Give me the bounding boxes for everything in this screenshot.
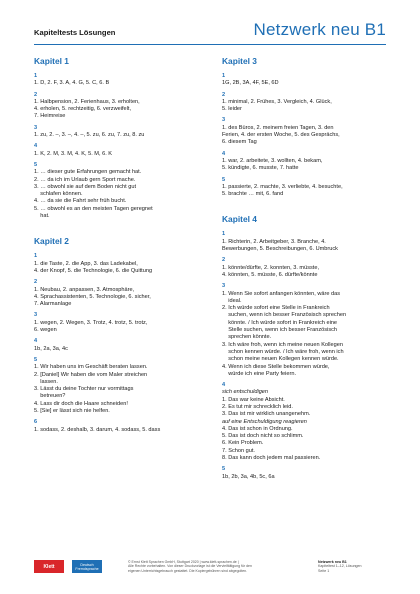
exercise-number: 3	[34, 124, 38, 131]
answer-line: 6. wegen	[34, 327, 57, 334]
answer-line: betreuen?	[34, 393, 66, 400]
answer-line: schon kennen würde. / Ich wäre froh, wenn ich	[222, 348, 344, 355]
answer-line: schlafen können.	[34, 191, 83, 198]
footer-info-line: Kapiteltest 1–12, Lösungen	[318, 564, 362, 569]
answer-line: ideal.	[222, 297, 242, 304]
exercise-number: 3	[222, 117, 226, 124]
answer-line: 1G, 2B, 3A, 4F, 5E, 6D	[222, 80, 279, 87]
answer-line: 3. Das ist mir wirklich unangenehm.	[222, 411, 311, 418]
answer-line: 1. zu, 2. –, 3. –, 4. –, 5. zu, 6. zu, 7. zu, 8. zu	[34, 132, 145, 139]
exercise-number: 1	[222, 73, 226, 79]
answer-line: 3. Ich wäre froh, wenn ich meine neuen Kollegen	[222, 341, 343, 348]
answer-line: 2. Ich würde sofort eine Stelle in Frankreich	[222, 305, 330, 312]
answer-line: 2. [Daniel] Wir haben die vom Maler streichen	[34, 371, 148, 378]
chapter-spacer	[34, 224, 202, 236]
answer-line: Bewerbungen, 5. Beschreibungen, 6. Umbruck	[222, 246, 338, 253]
exercise-number: 1	[34, 73, 38, 79]
answer-line: schon meine neuen Kollegen kennen würde.	[222, 356, 339, 363]
copyright-notice	[128, 560, 303, 573]
answer-line: könnte. / Ich würde sofort in Frankreich eine	[222, 319, 338, 326]
answer-line: 7. Heimreise	[34, 113, 66, 120]
chapter-heading: Kapitel 2	[34, 236, 69, 247]
answer-line: 1. K, 2. M, 3. M, 4. K, 5. M, 6. K	[34, 150, 113, 157]
exercise-number: 5	[34, 161, 38, 168]
exercise	[34, 312, 202, 334]
exercise	[222, 382, 392, 462]
footer-info-line: Seite 1	[318, 568, 330, 573]
answer-line: 5. Das ist doch nicht so schlimm.	[222, 433, 304, 440]
answer-line: suchen, wenn ich besser Französisch sprechen	[222, 312, 347, 319]
answer-line: 4. Sprachassistenten, 5. Technologie, 6. sicher,	[34, 293, 151, 300]
exercise-number: 5	[222, 176, 226, 183]
answer-line: 3. … obwohl sie auf dem Boden nicht gut	[34, 183, 136, 190]
answer-line: 1. … dieser gute Erfahrungen gemacht hat.	[34, 169, 142, 176]
answer-line: 1. des Büros, 2. meinem freien Tagen, 3. den	[222, 124, 334, 131]
answer-line: Ferien, 4. der ersten Woche, 5. des Gesprächs,	[222, 132, 340, 139]
answer-line: 4. Wenn ich diese Stelle bekommen würde,	[222, 363, 330, 370]
answer-line: 3. Lässt du deine Tochter nur vormittags	[34, 386, 134, 393]
answer-line: 5. … obwohl es an den meisten Tagen geregnet	[34, 205, 153, 212]
exercise-number: 2	[34, 279, 38, 286]
answer-line: 1. D, 2. F, 3. A, 4. G, 5. C, 6. B	[34, 80, 110, 87]
answer-line: 1b, 2b, 3a, 4b, 5c, 6a	[222, 473, 275, 480]
chapter-heading: Kapitel 1	[34, 56, 69, 66]
answer-line: 1. die Taste, 2. die App, 3. das Ladekabel,	[34, 260, 138, 267]
answer-line: 4. erholen, 5. rechtzeitig, 6. verzweifelt,	[34, 106, 132, 113]
right-column	[222, 56, 392, 485]
chapter-heading: Kapitel 3	[222, 56, 257, 66]
exercise-number: 3	[222, 283, 226, 290]
exercise	[34, 279, 202, 308]
document-title: Kapiteltests Lösungen	[34, 28, 116, 37]
exercise	[34, 92, 202, 121]
exercise	[34, 125, 202, 140]
exercise	[222, 92, 392, 114]
answer-line: 5. brachte … mit, 6. fand	[222, 191, 284, 198]
exercise	[222, 231, 392, 253]
answer-line: 1. Wenn Sie sofort anfangen könnten, wäre das	[222, 290, 341, 297]
answer-line: sprechen könnte.	[222, 334, 272, 341]
answer-line: 1b, 2a, 3a, 4c	[34, 345, 68, 352]
answer-line: lassen.	[34, 378, 58, 385]
answer-line: 1. Neubau, 2. anpassen, 3. Atmosphäre,	[34, 286, 135, 293]
answer-line: 6. diesem Tag	[222, 139, 257, 146]
exercise	[34, 143, 202, 158]
answer-line: 4. Lass dir doch die Haare schneiden!	[34, 400, 128, 407]
exercise-number: 4	[34, 338, 38, 345]
footer-info	[318, 560, 362, 573]
answer-line: 1. Wir haben uns im Geschäft beraten lassen.	[34, 364, 148, 371]
answer-line: 4. könnten, 5. müsste, 6. dürfte/könnte	[222, 271, 318, 278]
exercise-number: 2	[222, 91, 226, 98]
exercise	[222, 117, 392, 146]
exercise	[34, 162, 202, 220]
answer-line: 5. leider	[222, 106, 242, 113]
copyright-line: © Ernst Klett Sprachen GmbH, Stuttgart 2020 | www.klett-sprachen.de |	[128, 560, 239, 564]
exercise	[222, 257, 392, 279]
exercise-number: 3	[34, 312, 38, 319]
answer-line: Stelle suchen, wenn ich besser Französisch	[222, 327, 338, 334]
answer-line: 1. sodass, 2. deshalb, 3. darum, 4. sodass, 5. dass	[34, 426, 161, 433]
exercise-number: 1	[222, 231, 226, 238]
answer-line: 1. Richterin, 2. Arbeitgeber, 3. Branche, 4.	[222, 238, 326, 245]
exercise	[222, 466, 392, 481]
answer-line: 2. … da ich im Urlaub gern Sport mache.	[34, 176, 136, 183]
answer-line: 4. … da sie die Fahrt sehr früh bucht.	[34, 198, 127, 205]
exercise-number: 6	[34, 419, 38, 426]
copyright-line: eigenen Unterrichtsgebrauch gestattet. Die Kopiergebühren sind abgegolten.	[128, 568, 248, 573]
answer-line: 5. [Sie] er lässt sich nie helfen.	[34, 407, 110, 414]
answer-line: 1. minimal, 2. Frühes, 3. Vergleich, 4. Glück,	[222, 98, 332, 105]
answer-line: 1. wegen, 2. Wegen, 3. Trotz, 4. trotz, 5. trotz,	[34, 319, 148, 326]
answer-line: 6. Kein Problem.	[222, 440, 264, 447]
answer-line: hat.	[34, 213, 50, 220]
answer-line: 1. war, 2. arbeitete, 3. wollten, 4. bekam,	[222, 157, 323, 164]
answer-line: 2. Es tut mir schrecklich leid.	[222, 403, 293, 410]
exercise	[222, 177, 392, 199]
daf-logo: Deutsch Fremdsprache	[72, 560, 102, 573]
chapter-heading: Kapitel 4	[222, 214, 257, 225]
exercise-number: 1	[34, 253, 38, 260]
exercise-number: 2	[222, 257, 226, 264]
answer-line: 1. Halbpension, 2. Ferienhaus, 3. erholten,	[34, 98, 140, 105]
exercise-number: 5	[222, 466, 226, 473]
exercise	[34, 419, 202, 434]
klett-logo: Klett	[34, 560, 64, 573]
exercise-number: 2	[34, 91, 38, 98]
exercise	[222, 151, 392, 173]
exercise	[222, 73, 392, 88]
answer-subheading: sich entschuldigen	[222, 389, 269, 396]
exercise-number: 4	[34, 143, 38, 150]
exercise-number: 4	[222, 150, 226, 157]
answer-line: 1. passierte, 2. machte, 3. verliebte, 4. besuchte,	[222, 183, 343, 190]
copyright-line: Alle Rechte vorbehalten. Von dieser Druckvorlage ist die Vervielfältigung für den	[128, 564, 252, 569]
answer-line: 5. kündigte, 6. musste, 7. hatte	[222, 165, 299, 172]
answer-line: 4. Das ist schon in Ordnung.	[222, 425, 293, 432]
exercise-number: 5	[34, 356, 38, 363]
answer-subheading: auf eine Entschuldigung reagieren	[222, 418, 307, 425]
exercise	[34, 357, 202, 415]
exercise	[34, 73, 202, 88]
left-column	[34, 56, 202, 438]
answer-line: 7. Alarmanlage	[34, 301, 72, 308]
book-title: Netzwerk neu B1	[253, 20, 386, 39]
answer-line: 1. könnte/dürfte, 2. konnten, 3. müsste,	[222, 264, 320, 271]
header-divider	[34, 44, 386, 45]
exercise	[222, 283, 392, 378]
exercise-number: 4	[222, 382, 226, 389]
exercise	[34, 253, 202, 275]
answer-line: 7. Schon gut.	[222, 447, 255, 454]
answer-line: 4. der Knopf, 5. die Technologie, 6. die Quittung	[34, 267, 153, 274]
chapter-spacer	[222, 202, 392, 214]
exercise	[34, 338, 202, 353]
answer-line: 8. Das kann doch jedem mal passieren.	[222, 455, 321, 462]
footer-info-line: Netzwerk neu B1	[318, 560, 347, 564]
answer-line: 1. Das war keine Absicht.	[222, 396, 285, 403]
answer-line: würde ich eine Party feiern.	[222, 370, 296, 377]
